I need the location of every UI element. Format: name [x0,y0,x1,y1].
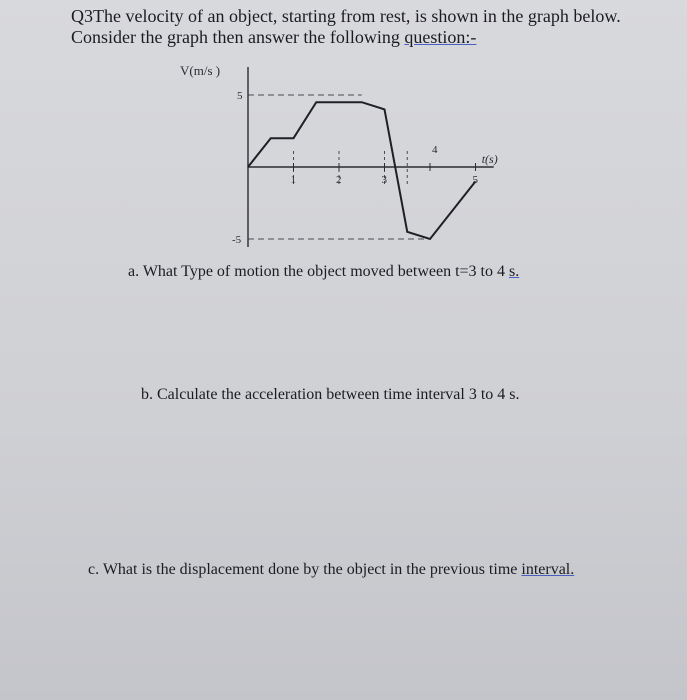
question-heading-line2-text: Consider the graph then answer the following [71,27,405,47]
part-a-text: a. What Type of motion the object moved between t=3 to 4 [128,263,509,280]
question-heading [71,6,671,48]
question-heading-line1: Q3The velocity of an object, starting from rest, is shown in the graph below. [71,6,621,26]
part-a-question [128,262,519,282]
part-c-text: c. What is the displacement done by the object in the previous time [88,561,522,578]
x-tick-label: 1 [290,174,296,186]
x-axis-label: t(s) [481,152,498,166]
tick-labels [232,90,479,246]
question-heading-line2 [71,27,671,48]
part-b-question: b. Calculate the acceleration between time interval 3 to 4 s. [141,386,520,403]
question-heading-underlined-word: question:- [404,27,477,47]
y-tick-label: -5 [232,234,242,246]
part-c-question [88,560,574,580]
axes [248,67,494,247]
velocity-time-graph [160,60,540,260]
axis-labels [180,63,498,166]
part-c-underlined-word: interval. [521,561,575,578]
part-a-underlined-unit: s. [509,263,520,280]
y-axis-label: V(m/s ) [180,63,221,78]
x-tick-label: 2 [336,174,342,186]
velocity-line [248,102,476,239]
y-tick-label: 5 [237,90,243,102]
x-tick-label: 4 [432,144,438,156]
x-tick-label: 3 [381,174,387,186]
series-group [248,102,476,239]
x-tick-label: 5 [472,174,478,186]
